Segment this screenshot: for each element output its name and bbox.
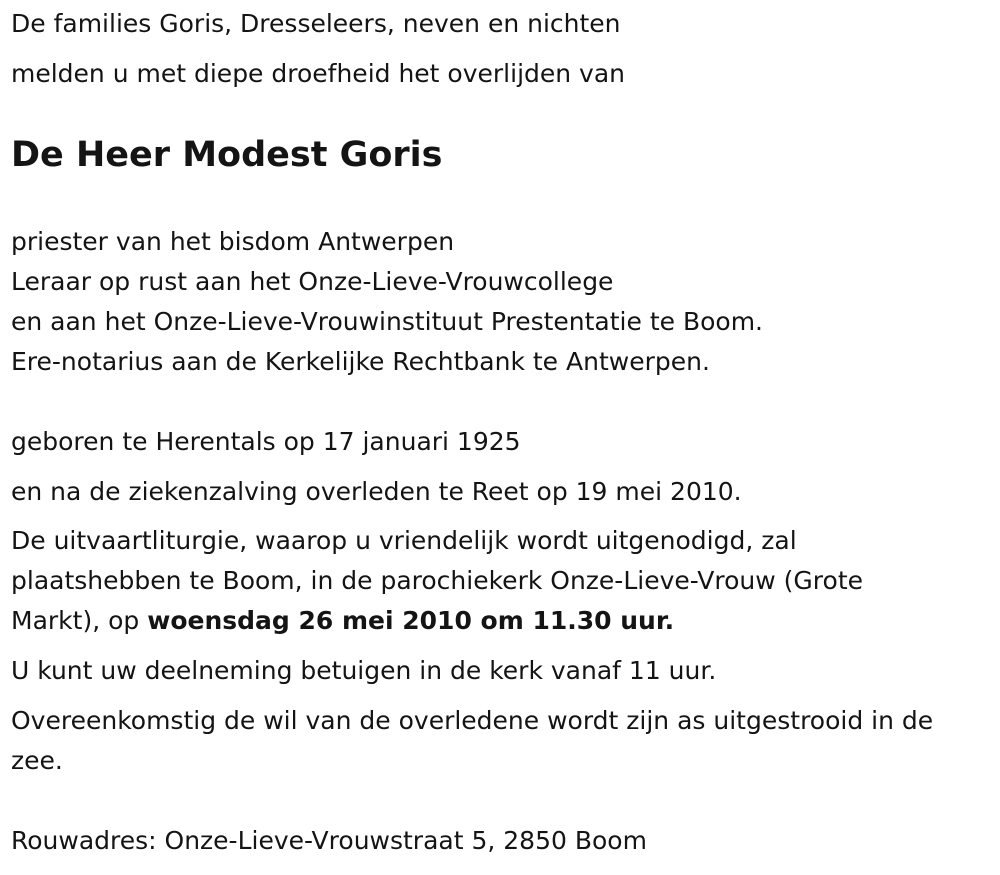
title-line-2: Leraar op rust aan het Onze-Lieve-Vrouwcollege — [11, 267, 614, 296]
death-line: en na de ziekenzalving overleden te Reet op 19 mei 2010. — [11, 477, 742, 506]
condolence-line: U kunt uw deelneming betuigen in de kerk vanaf 11 uur. — [11, 656, 717, 685]
birth-line: geboren te Herentals op 17 januari 1925 — [11, 427, 521, 456]
title-line-4: Ere-notarius aan de Kerkelijke Rechtbank te Antwerpen. — [11, 347, 710, 376]
title-line-3: en aan het Onze-Lieve-Vrouwinstituut Prestentatie te Boom. — [11, 307, 764, 336]
ashes-line-1: Overeenkomstig de wil van de overledene wordt zijn as uitgestrooid in de — [11, 706, 934, 735]
intro-line-1: De families Goris, Dresseleers, neven en nichten — [11, 9, 621, 38]
ashes-line-2: zee. — [11, 746, 63, 775]
title-line-1: priester van het bisdom Antwerpen — [11, 227, 455, 256]
intro-line-2: melden u met diepe droefheid het overlijden van — [11, 59, 626, 88]
address-line: Rouwadres: Onze-Lieve-Vrouwstraat 5, 2850 Boom — [11, 826, 647, 855]
funeral-date-time: woensdag 26 mei 2010 om 11.30 uur. — [147, 606, 675, 635]
funeral-line-1: De uitvaartliturgie, waarop u vriendelijk wordt uitgenodigd, zal — [11, 526, 797, 555]
funeral-line-3-prefix: Markt), op — [11, 606, 148, 635]
deceased-name: De Heer Modest Goris — [11, 135, 443, 175]
funeral-line-2: plaatshebben te Boom, in de parochiekerk Onze-Lieve-Vrouw (Grote — [11, 566, 864, 595]
funeral-line-3 — [11, 601, 674, 641]
